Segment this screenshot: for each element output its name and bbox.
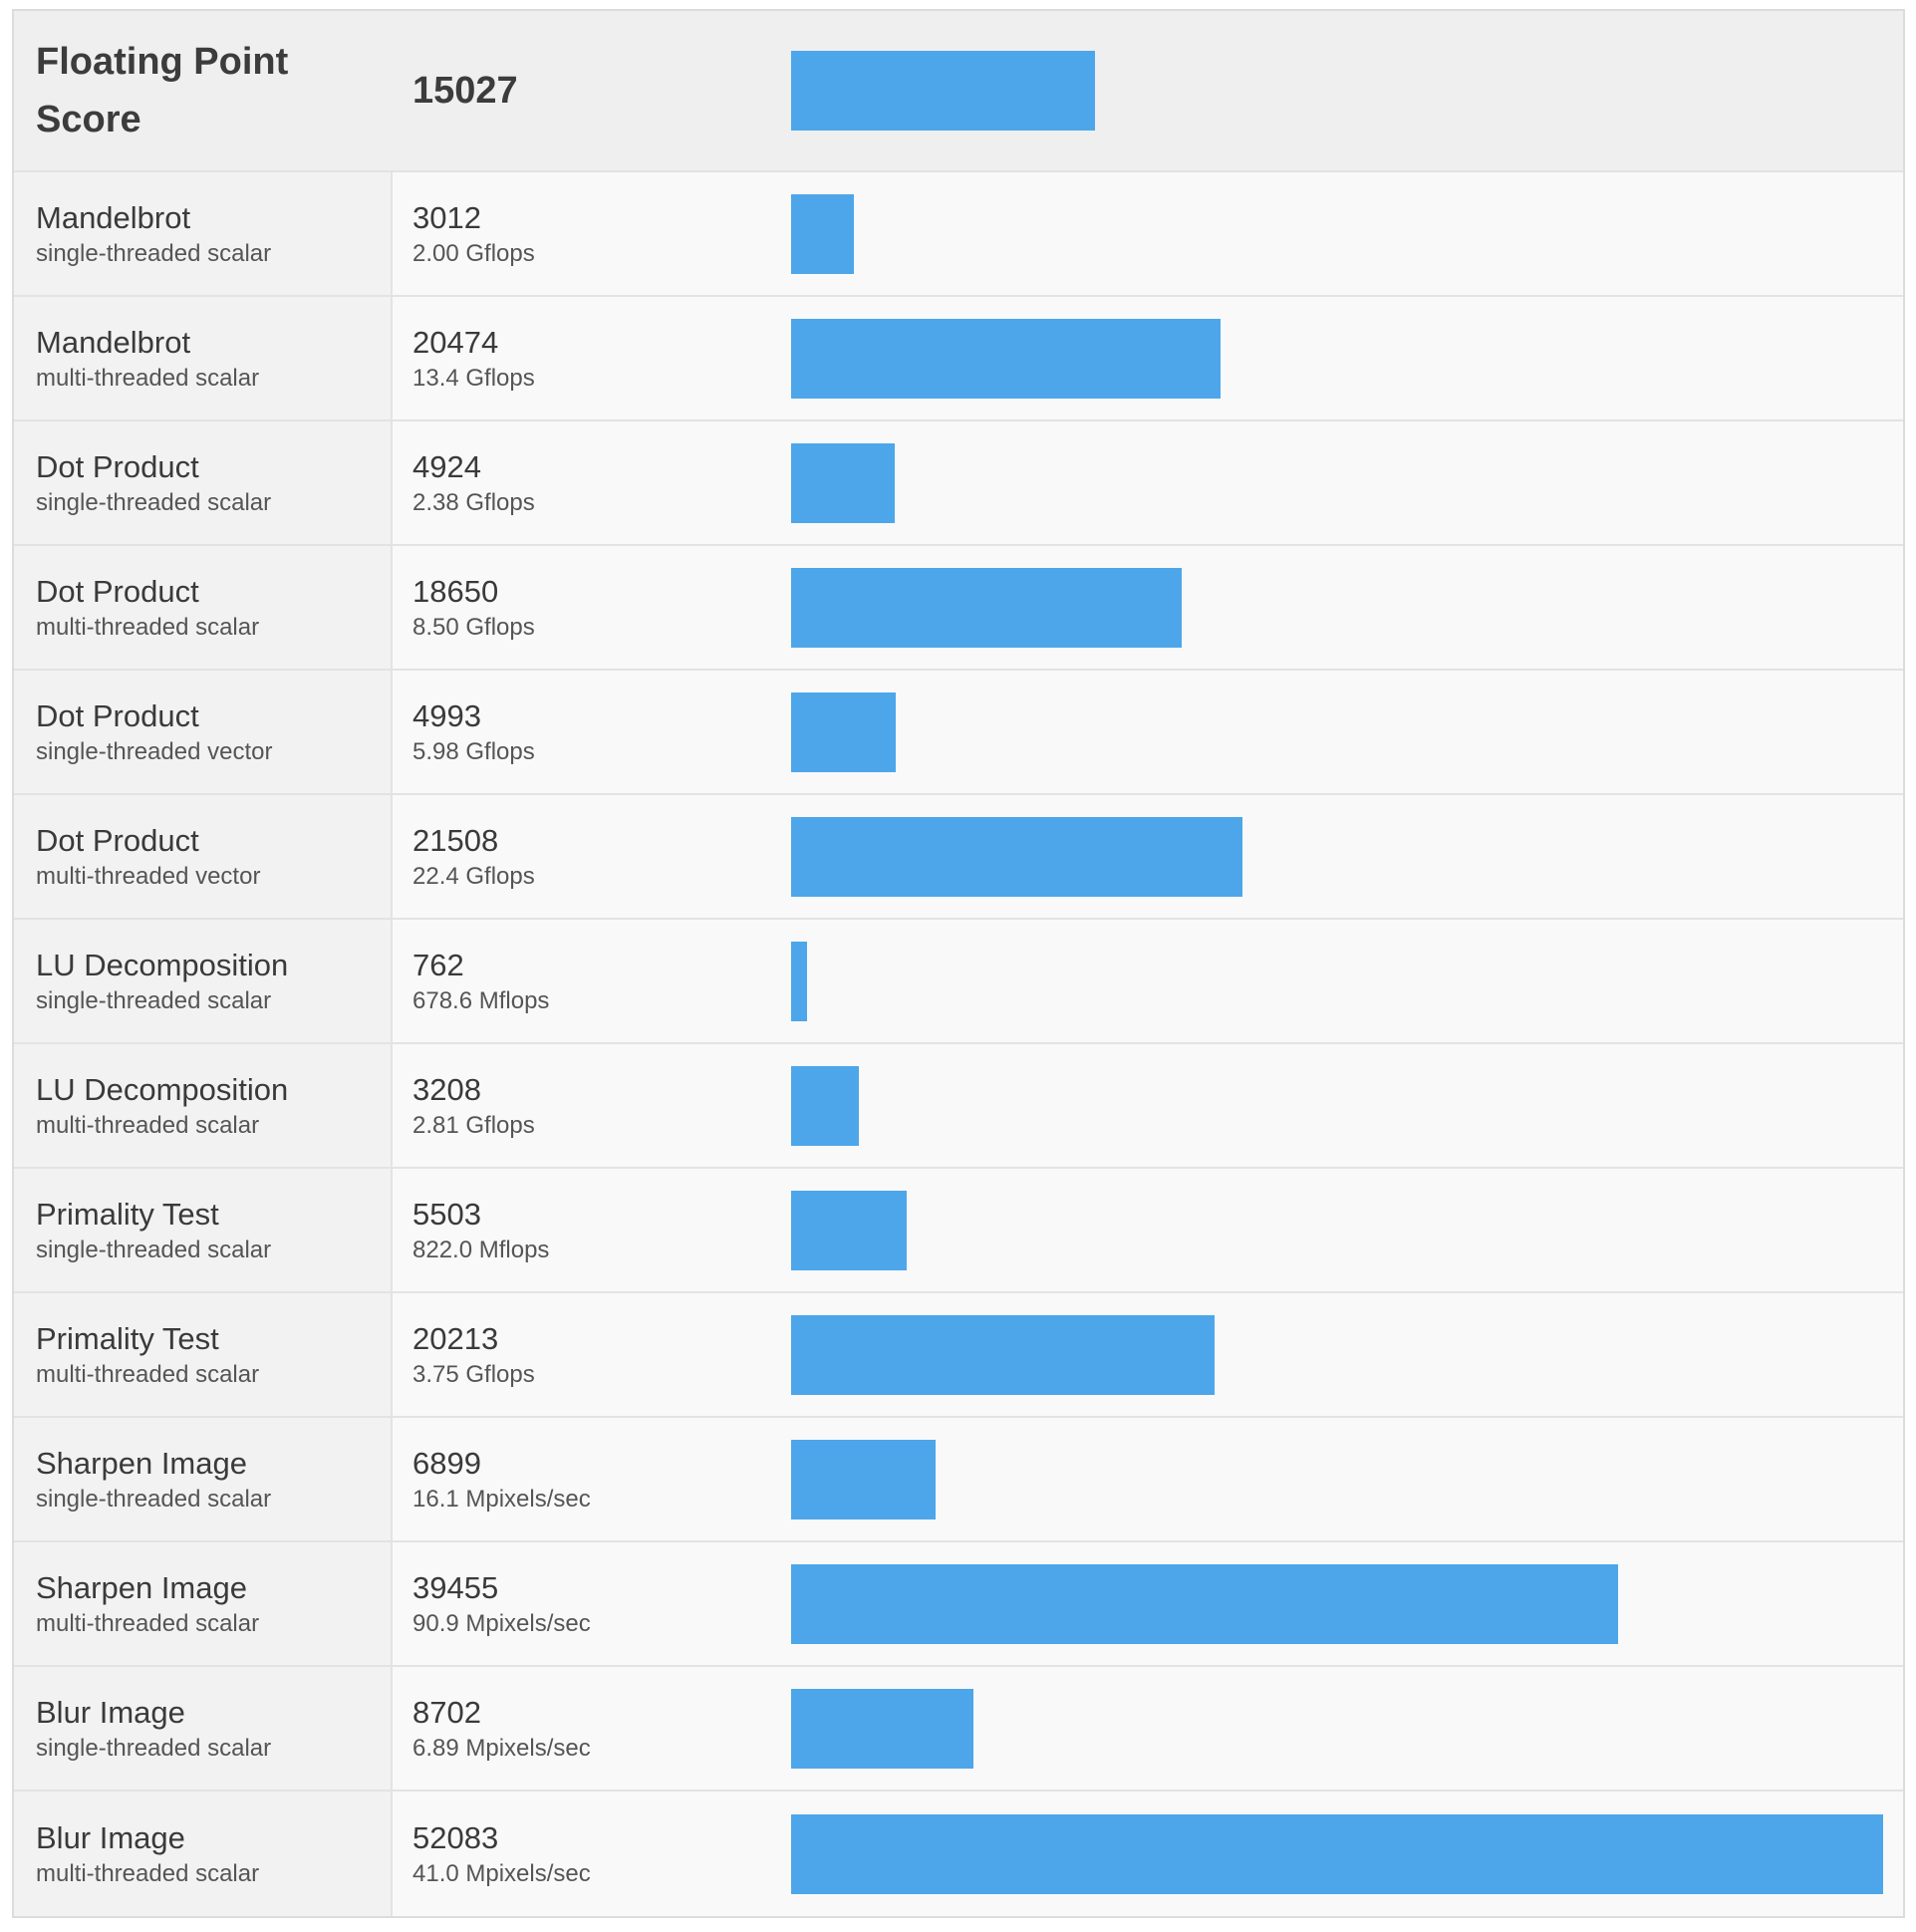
benchmark-name: Mandelbrot bbox=[36, 199, 191, 235]
benchmark-name: Dot Product bbox=[36, 822, 199, 858]
benchmark-row bbox=[14, 795, 1903, 920]
header-row bbox=[14, 11, 1903, 172]
benchmark-row bbox=[14, 1044, 1903, 1169]
benchmark-rate: 678.6 Mflops bbox=[412, 986, 550, 1014]
benchmark-bar-cell bbox=[791, 297, 1903, 419]
benchmark-rate: 822.0 Mflops bbox=[412, 1236, 550, 1263]
benchmark-score: 39455 bbox=[412, 1569, 499, 1605]
benchmark-bar bbox=[791, 1440, 936, 1519]
benchmark-bar bbox=[791, 1191, 907, 1270]
benchmark-bar-cell bbox=[791, 1792, 1903, 1916]
benchmark-name-cell bbox=[14, 1542, 393, 1665]
benchmark-bar bbox=[791, 1315, 1215, 1395]
benchmark-score: 5503 bbox=[412, 1196, 481, 1232]
benchmark-row bbox=[14, 546, 1903, 671]
benchmark-variant: single-threaded scalar bbox=[36, 1236, 272, 1263]
benchmark-name: Sharpen Image bbox=[36, 1569, 247, 1605]
benchmark-bar-cell bbox=[791, 546, 1903, 669]
benchmark-bar bbox=[791, 1814, 1883, 1894]
benchmark-bar bbox=[791, 692, 896, 772]
benchmark-score: 52083 bbox=[412, 1819, 499, 1855]
benchmark-bar-cell bbox=[791, 1169, 1903, 1291]
benchmark-rate: 2.81 Gflops bbox=[412, 1111, 535, 1139]
benchmark-name: Dot Product bbox=[36, 697, 199, 733]
benchmark-score-cell bbox=[393, 1293, 791, 1416]
benchmark-bar-cell bbox=[791, 1667, 1903, 1790]
benchmark-score-cell bbox=[393, 1044, 791, 1167]
benchmark-score-cell bbox=[393, 1169, 791, 1291]
benchmark-variant: single-threaded scalar bbox=[36, 1734, 272, 1762]
header-title-line1: Floating Point bbox=[36, 41, 289, 83]
benchmark-score: 20474 bbox=[412, 324, 499, 360]
benchmark-score-cell bbox=[393, 546, 791, 669]
benchmark-name-cell bbox=[14, 1418, 393, 1540]
benchmark-variant: multi-threaded scalar bbox=[36, 1609, 260, 1637]
header-score-bar bbox=[791, 51, 1095, 131]
benchmark-row bbox=[14, 1667, 1903, 1792]
benchmark-name-cell bbox=[14, 795, 393, 918]
benchmark-score-cell bbox=[393, 671, 791, 793]
benchmark-score-cell bbox=[393, 795, 791, 918]
benchmark-row bbox=[14, 421, 1903, 546]
benchmark-rate: 90.9 Mpixels/sec bbox=[412, 1609, 591, 1637]
benchmark-bar-cell bbox=[791, 1418, 1903, 1540]
benchmark-variant: multi-threaded vector bbox=[36, 862, 261, 890]
benchmark-rate: 5.98 Gflops bbox=[412, 737, 535, 765]
benchmark-score: 21508 bbox=[412, 822, 499, 858]
benchmark-variant: single-threaded vector bbox=[36, 737, 273, 765]
benchmark-name-cell bbox=[14, 421, 393, 544]
benchmark-name-cell bbox=[14, 1044, 393, 1167]
benchmark-row bbox=[14, 920, 1903, 1044]
benchmark-score: 3012 bbox=[412, 199, 481, 235]
benchmark-name: Blur Image bbox=[36, 1694, 185, 1730]
benchmark-row bbox=[14, 1169, 1903, 1293]
benchmark-name: Blur Image bbox=[36, 1819, 185, 1855]
benchmark-score-cell bbox=[393, 1792, 791, 1916]
benchmark-bar-cell bbox=[791, 172, 1903, 295]
benchmark-variant: single-threaded scalar bbox=[36, 1485, 272, 1513]
benchmark-name: Dot Product bbox=[36, 573, 199, 609]
benchmark-score: 8702 bbox=[412, 1694, 481, 1730]
benchmark-bar bbox=[791, 443, 895, 523]
benchmark-rate: 16.1 Mpixels/sec bbox=[412, 1485, 591, 1513]
header-title-cell bbox=[14, 11, 393, 170]
benchmark-bar bbox=[791, 1689, 973, 1769]
benchmark-variant: single-threaded scalar bbox=[36, 239, 272, 267]
benchmark-score-cell bbox=[393, 920, 791, 1042]
benchmark-score: 20213 bbox=[412, 1320, 499, 1356]
benchmark-rate: 13.4 Gflops bbox=[412, 364, 535, 392]
benchmark-variant: multi-threaded scalar bbox=[36, 364, 260, 392]
benchmark-name-cell bbox=[14, 297, 393, 419]
benchmark-score: 4993 bbox=[412, 697, 481, 733]
benchmark-rate: 2.00 Gflops bbox=[412, 239, 535, 267]
benchmark-rate: 2.38 Gflops bbox=[412, 488, 535, 516]
benchmark-score-cell bbox=[393, 421, 791, 544]
benchmark-row bbox=[14, 1542, 1903, 1667]
benchmark-name-cell bbox=[14, 1169, 393, 1291]
benchmark-bar-cell bbox=[791, 1044, 1903, 1167]
benchmark-row bbox=[14, 1792, 1903, 1916]
benchmark-variant: multi-threaded scalar bbox=[36, 1859, 260, 1887]
benchmark-score: 18650 bbox=[412, 573, 499, 609]
benchmark-bar-cell bbox=[791, 920, 1903, 1042]
benchmark-row bbox=[14, 1293, 1903, 1418]
benchmark-name-cell bbox=[14, 1667, 393, 1790]
benchmark-name: Mandelbrot bbox=[36, 324, 191, 360]
benchmark-bar bbox=[791, 942, 807, 1021]
benchmark-name: LU Decomposition bbox=[36, 1071, 289, 1107]
benchmark-row bbox=[14, 671, 1903, 795]
header-bar-cell bbox=[791, 11, 1903, 170]
benchmark-variant: single-threaded scalar bbox=[36, 986, 272, 1014]
benchmark-rate: 6.89 Mpixels/sec bbox=[412, 1734, 591, 1762]
header-score: 15027 bbox=[412, 69, 518, 112]
benchmark-row bbox=[14, 1418, 1903, 1542]
benchmark-variant: multi-threaded scalar bbox=[36, 1111, 260, 1139]
benchmark-score: 6899 bbox=[412, 1445, 481, 1481]
benchmark-name: Sharpen Image bbox=[36, 1445, 247, 1481]
benchmark-score: 762 bbox=[412, 947, 464, 982]
benchmark-name-cell bbox=[14, 671, 393, 793]
benchmark-rows bbox=[14, 172, 1903, 1916]
benchmark-table bbox=[12, 9, 1905, 1918]
benchmark-score-cell bbox=[393, 297, 791, 419]
benchmark-rate: 41.0 Mpixels/sec bbox=[412, 1859, 591, 1887]
benchmark-bar-cell bbox=[791, 421, 1903, 544]
benchmark-bar-cell bbox=[791, 1293, 1903, 1416]
benchmark-variant: multi-threaded scalar bbox=[36, 613, 260, 641]
benchmark-bar bbox=[791, 194, 854, 274]
benchmark-bar-cell bbox=[791, 671, 1903, 793]
benchmark-name-cell bbox=[14, 1792, 393, 1916]
benchmark-name: Dot Product bbox=[36, 448, 199, 484]
benchmark-variant: multi-threaded scalar bbox=[36, 1360, 260, 1388]
benchmark-rate: 3.75 Gflops bbox=[412, 1360, 535, 1388]
benchmark-bar-cell bbox=[791, 1542, 1903, 1665]
benchmark-bar bbox=[791, 319, 1221, 399]
benchmark-name: Primality Test bbox=[36, 1320, 219, 1356]
benchmark-bar bbox=[791, 817, 1242, 897]
benchmark-bar-cell bbox=[791, 795, 1903, 918]
benchmark-score: 3208 bbox=[412, 1071, 481, 1107]
benchmark-bar bbox=[791, 568, 1182, 648]
benchmark-name-cell bbox=[14, 546, 393, 669]
benchmark-score-cell bbox=[393, 1542, 791, 1665]
benchmark-bar bbox=[791, 1066, 859, 1146]
benchmark-score: 4924 bbox=[412, 448, 481, 484]
benchmark-rate: 8.50 Gflops bbox=[412, 613, 535, 641]
benchmark-score-cell bbox=[393, 1418, 791, 1540]
benchmark-name: Primality Test bbox=[36, 1196, 219, 1232]
benchmark-row bbox=[14, 172, 1903, 297]
benchmark-rate: 22.4 Gflops bbox=[412, 862, 535, 890]
benchmark-name-cell bbox=[14, 1293, 393, 1416]
benchmark-name: LU Decomposition bbox=[36, 947, 289, 982]
benchmark-name-cell bbox=[14, 920, 393, 1042]
benchmark-name-cell bbox=[14, 172, 393, 295]
benchmark-score-cell bbox=[393, 172, 791, 295]
benchmark-row bbox=[14, 297, 1903, 421]
benchmark-bar bbox=[791, 1564, 1618, 1644]
benchmark-variant: single-threaded scalar bbox=[36, 488, 272, 516]
header-score-cell bbox=[393, 11, 791, 170]
benchmark-score-cell bbox=[393, 1667, 791, 1790]
header-title-line2: Score bbox=[36, 99, 141, 140]
